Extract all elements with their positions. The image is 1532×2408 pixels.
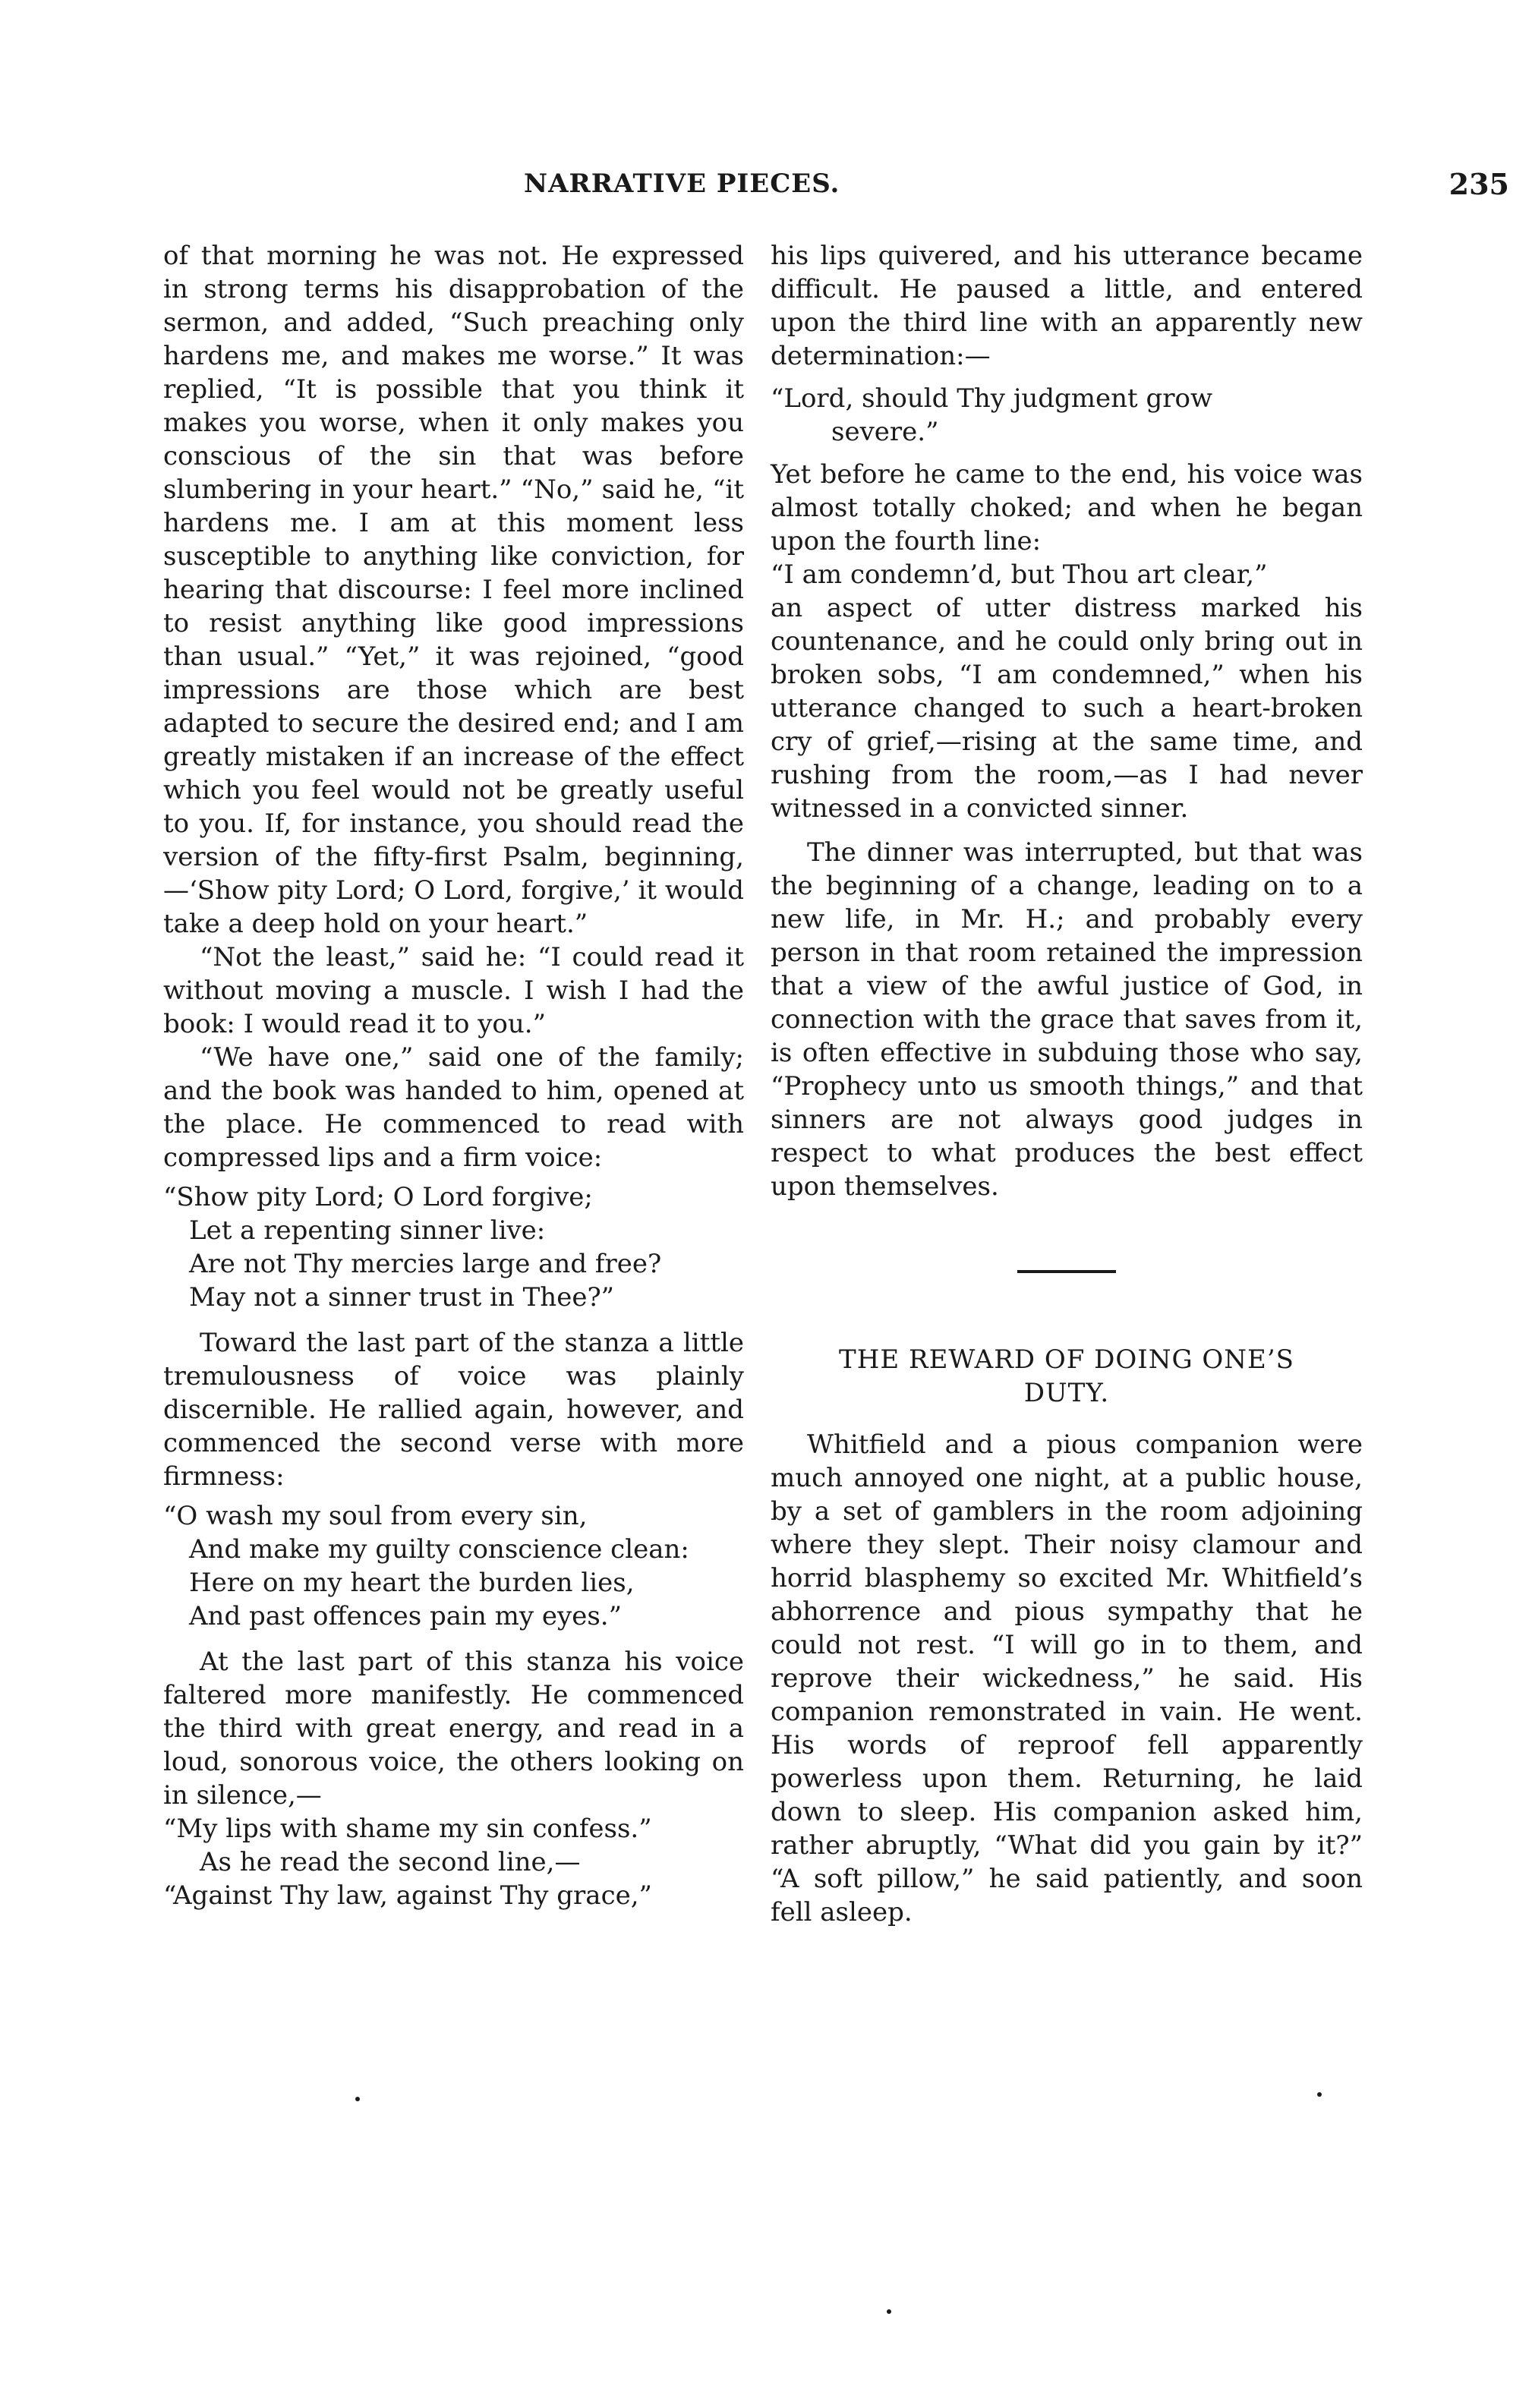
page-number: 235 — [1448, 167, 1509, 201]
paragraph: his lips quivered, and his utterance became difficult. He paused a little, and entered upon the third line with an apparently new determination:— — [771, 241, 1363, 371]
paragraph: At the last part of this stanza his voice faltered more manifestly. He commenced the third with great energy, and read in a loud, sonorous voice, the others looking on in silence,— — [163, 1647, 744, 1811]
quoted-line — [771, 382, 1363, 449]
paragraph: an aspect of utter distress marked his countenance, and he could only bring out in broken sobs, “I am condemned,” when his utterance changed to such a heart-broken cry of grief,—rising at the same time, and rushing from the room,—as I had never witnessed in a convicted sinner. — [771, 593, 1363, 824]
running-head: NARRATIVE PIECES. — [524, 169, 840, 199]
paragraph: “We have one,” said one of the family; and the book was handed to him, opened at the place. He commenced to read with compressed lips and a firm voice: — [163, 1042, 744, 1173]
section-divider — [1017, 1270, 1116, 1273]
print-speck — [355, 2097, 360, 2101]
paragraph: The dinner was interrupted, but that was the beginning of a change, leading on to a new life, in Mr. H.; and probably every person in that room retained the impression that a view of the awful justice of God, in connection with the grace that saves from it, is often effective in subduing those who say, “Prophecy unto us smooth things,” and that sinners are not always good judges in respect to what produces the best effect upon themselves. — [771, 837, 1363, 1202]
hymn-verse-1 — [163, 1180, 744, 1314]
verse-line: And past offences pain my eyes.” — [189, 1601, 622, 1631]
verse-line: Here on my heart the burden lies, — [189, 1568, 635, 1598]
paragraph: Toward the last part of the stanza a little tremulousness of voice was plainly discernible. He rallied again, however, and commenced the second verse with more firmness: — [163, 1328, 744, 1492]
quoted-line-continuation: severe.” — [831, 417, 939, 447]
verse-line: “O wash my soul from every sin, — [163, 1501, 588, 1531]
right-column — [771, 239, 1363, 1929]
paragraph: As he read the second line,— — [200, 1847, 581, 1877]
verse-line: May not a sinner trust in Thee?” — [189, 1282, 615, 1313]
verse-line: Are not Thy mercies large and free? — [189, 1249, 662, 1279]
quoted-line: “Against Thy law, against Thy grace,” — [163, 1880, 652, 1911]
paragraph-gap — [771, 825, 1363, 836]
verse-line: And make my guilty conscience clean: — [189, 1534, 689, 1565]
paragraph: “Not the least,” said he: “I could read it without moving a muscle. I wish I had the book: I would read it to you.” — [163, 942, 744, 1039]
quoted-line: “I am condemn’d, but Thou art clear,” — [771, 559, 1268, 590]
left-column — [163, 239, 744, 1912]
paragraph: Yet before he came to the end, his voice was almost totally choked; and when he began upon the fourth line: — [771, 459, 1363, 556]
quoted-line: “My lips with shame my sin confess.” — [163, 1814, 652, 1844]
verse-line: Let a repenting sinner live: — [189, 1215, 546, 1246]
print-speck — [1317, 2092, 1322, 2097]
paragraph: of that morning he was not. He expressed in strong terms his disapprobation of the sermon, and added, “Such preaching only hardens me, and makes me worse.” It was replied, “It is possible that you think it makes you worse, when it only makes you conscious of the sin that was before slumbering in your heart.” “No,” said he, “it hardens me. I am at this moment less susceptible to anything like conviction, for hearing that discourse: I feel more inclined to resist anything like good impressions than usual.” “Yet,” it was rejoined, “good impressions are those which are best adapted to secure the desired end; and I am greatly mistaken if an increase of the effect which you feel would not be greatly useful to you. If, for instance, you should read the version of the fifty-first Psalm, beginning,—‘Show pity Lord; O Lord, forgive,’ it would take a deep hold on your heart.” — [163, 241, 744, 939]
section-title: THE REWARD OF DOING ONE’S DUTY. — [839, 1344, 1294, 1408]
hymn-verse-2 — [163, 1499, 744, 1633]
verse-line: “Show pity Lord; O Lord forgive; — [163, 1182, 593, 1212]
quoted-line-part: “Lord, should Thy judgment grow — [771, 383, 1213, 414]
print-speck — [887, 2309, 891, 2314]
paragraph: Whitfield and a pious companion were much annoyed one night, at a public house, by a set of gamblers in the room adjoining where they slept. Their noisy clamour and horrid blasphemy so excited Mr. Whitfield’s abhorrence and pious sympathy that he could not rest. “I will go in to them, and reprove their wickedness,” he said. His companion remonstrated in vain. He went. His words of reproof fell apparently powerless upon them. Returning, he laid down to sleep. His companion asked him, rather abruptly, “What did you gain by it?” “A soft pillow,” he said patiently, and soon fell asleep. — [771, 1429, 1363, 1927]
